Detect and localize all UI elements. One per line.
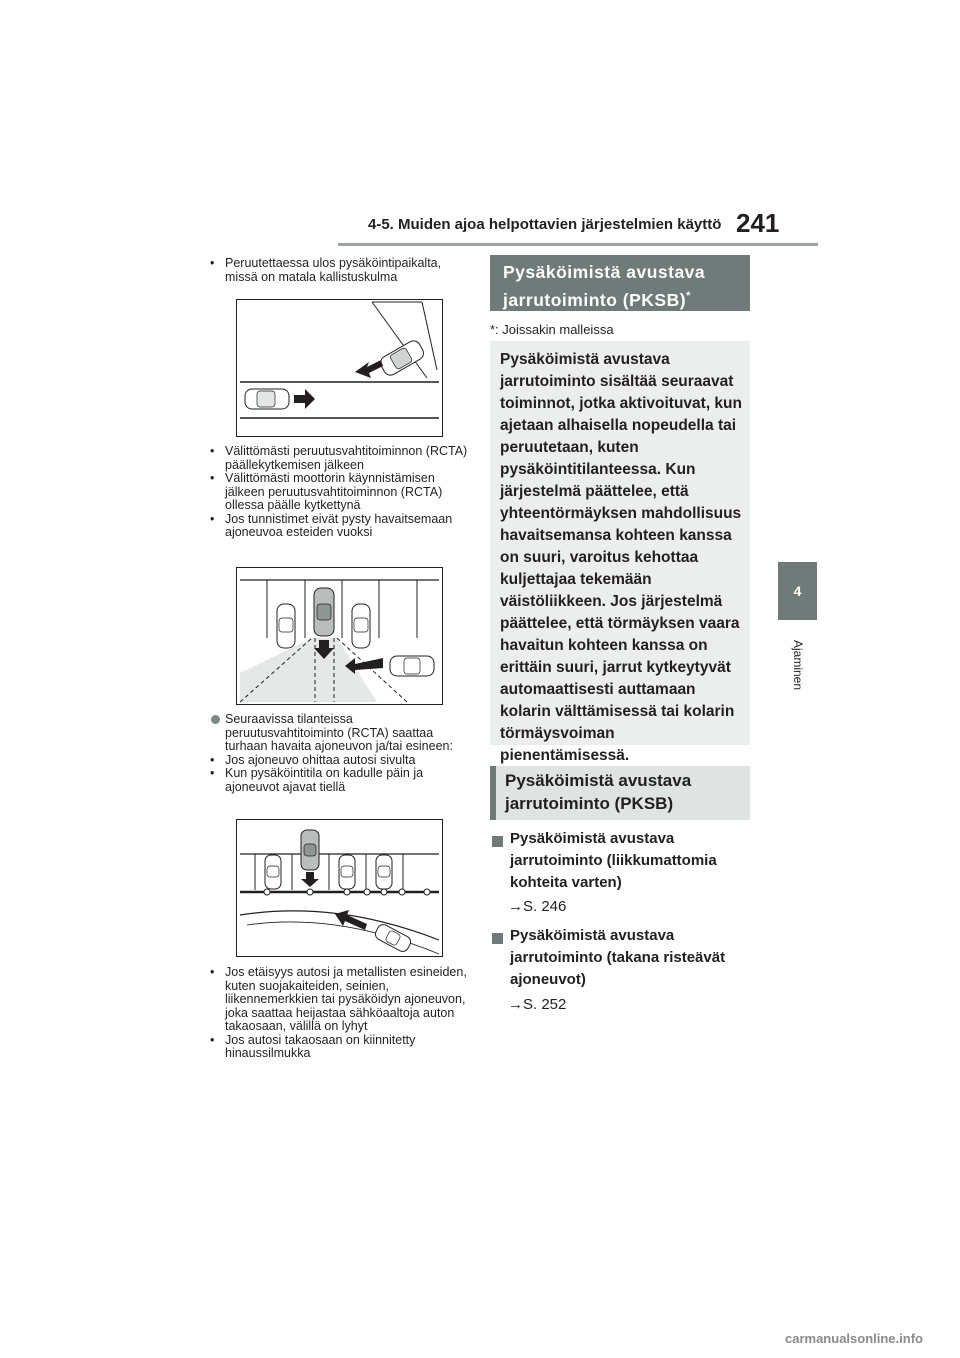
figure-street-parking — [236, 819, 443, 957]
chapter-label-text: Ajaminen — [791, 639, 805, 691]
bullet-item: • Kun pysäköintitila on kadulle päin ja ajoneuvot ajavat tiellä — [205, 767, 470, 794]
pksb-intro-box — [490, 341, 750, 764]
figure-obstacles — [236, 567, 443, 705]
footnote-marker: * — [686, 290, 691, 302]
footnote: *: Joissakin malleissa — [490, 322, 614, 337]
watermark: carmanualsonline.info — [785, 1331, 923, 1346]
pksb-title-text: Pysäköimistä avustava jarrutoiminto (PKSB) — [503, 262, 706, 310]
bullet-item: • Jos tunnistimet eivät pysty havaitsemaan ajoneuvoa esteiden vuoksi — [205, 513, 470, 540]
obstacle-illustration — [237, 568, 442, 704]
bullet-item: • Jos autosi takaosaan on kiinnitetty hinaussilmukka — [205, 1034, 470, 1061]
subsection-stationary: Pysäköimistä avustava jarrutoiminto (liikkumattomia kohteita varten) — [510, 830, 717, 891]
subsection-rear-cross: Pysäköimistä avustava jarrutoiminto (takana risteävät ajoneuvot) — [510, 927, 726, 988]
bullets-a-block — [205, 445, 470, 540]
bullet-item: • Välittömästi moottorin käynnistämisen jälkeen peruutusvahtitoiminnon (RCTA) ollessa päälle kytkettynä — [205, 472, 470, 513]
header-rule — [338, 243, 818, 246]
section-title: 4-5. Muiden ajoa helpottavien järjestelmien käyttö — [368, 216, 722, 233]
page-number: 241 — [736, 208, 780, 238]
intro-bullet-block — [205, 257, 470, 284]
chapter-tab[interactable]: 4 — [778, 562, 817, 620]
pksb-title — [503, 260, 750, 312]
bullets-c-block — [205, 966, 470, 1061]
figure-parking-angle — [236, 299, 443, 437]
chapter-label — [780, 625, 816, 705]
page-reference-link[interactable]: →S. 246 — [508, 898, 567, 915]
pksb-section-title: Pysäköimistä avustava jarrutoiminto (PKSB) — [505, 771, 692, 813]
bullet-item: • Välittömästi peruutusvahtitoiminnon (RCTA) päällekytkemisen jälkeen — [205, 445, 470, 472]
square-bullet-icon — [492, 836, 503, 847]
bullet-item: • Jos etäisyys autosi ja metallisten esineiden, kuten suojakaiteiden, seinien, liikennemerkkien tai pysäköidyn ajoneuvon, joka saattaa heijastaa sähköaaltoja auton takaosaan, välillä on lyhyt — [205, 966, 470, 1034]
note-item: Seuraavissa tilanteissa peruutusvahtitoiminto (RCTA) saattaa turhaan havaita ajoneuvon ja/tai esineen: — [205, 713, 470, 754]
note-block — [205, 713, 470, 794]
parking-angle-illustration — [237, 300, 442, 436]
bullet-item: • Jos ajoneuvo ohittaa autosi sivulta — [205, 754, 470, 768]
bullet-item: • Peruutettaessa ulos pysäköintipaikalta, missä on matala kallistuskulma — [205, 257, 470, 284]
square-bullet-icon — [492, 933, 503, 944]
street-parking-illustration — [237, 820, 442, 956]
pksb-section-header — [490, 766, 750, 820]
page-reference-link[interactable]: →S. 252 — [508, 996, 567, 1013]
pksb-title-box — [490, 255, 750, 311]
pksb-intro-text: Pysäköimistä avustava jarrutoiminto sisältää seuraavat toiminnot, jotka aktivoituvat, kun ajetaan alhaisella nopeudella tai peruutetaan, kuten pysäköintitilanteessa. Kun järjestelmä päättelee, että yhteentörmäyksen mahdollisuus havaitsemansa kohteen kanssa on suuri, varoitus kehottaa kuljettajaa tekemään väistöliikkeen. Jos järjestelmä päättelee, että törmäyksen vaara havaitun kohteen kanssa on erittäin suuri, jarrut kytkeytyvät automaattisesti auttamaan kolarin välttämisessä tai kolarin törmäysvoiman pienentämisessä. — [500, 351, 742, 764]
